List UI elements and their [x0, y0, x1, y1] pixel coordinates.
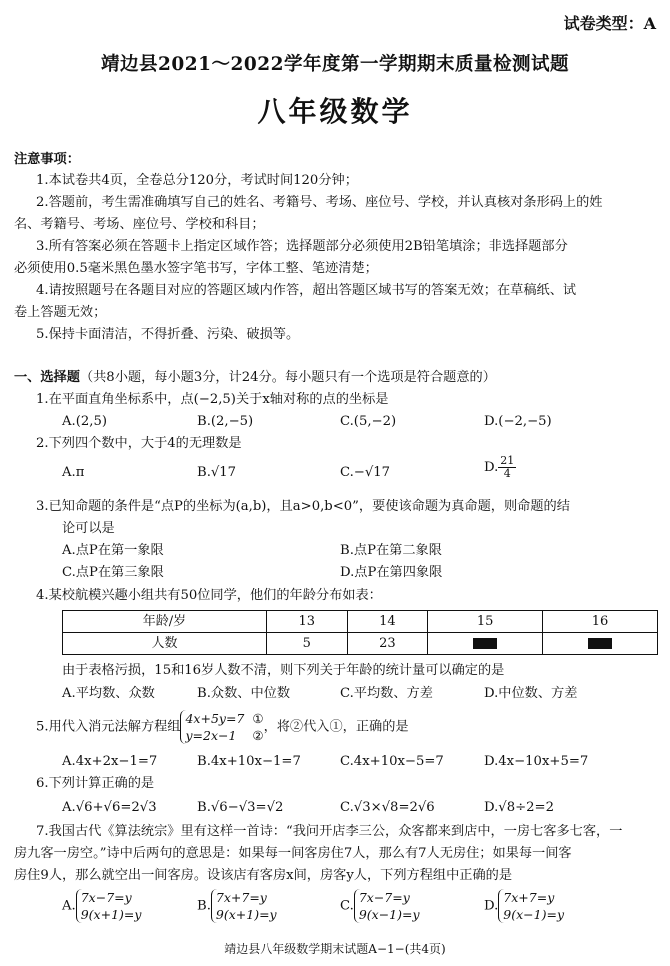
q1-option-d: D.(−2,−5): [484, 414, 552, 429]
question-7-stem: 7.我国古代《算法统宗》里有这样一首诗：“我问开店李三公，众客都来到店中，一房七客多七客，一: [36, 824, 623, 839]
option-label: D.: [484, 898, 499, 914]
table-header-cell: 年龄/岁: [63, 611, 267, 633]
q3-option-d: D.点P在第四象限: [340, 565, 443, 580]
fraction-numerator: 21: [500, 454, 515, 467]
q5-stem-prefix: 5.用代入消元法解方程组: [36, 719, 181, 735]
fraction-denominator: 4: [503, 467, 511, 480]
q4-option-c: C.平均数、方差: [340, 686, 433, 701]
q6-option-b: B.√6−√3=√2: [197, 800, 284, 815]
q5-stem-suffix: ，将②代入①，正确的是: [263, 719, 409, 735]
q2-option-d: [484, 455, 516, 480]
note-item: 1.本试卷共4页，全卷总分120分，考试时间120分钟；: [36, 173, 358, 188]
equation-2: 9(x−1)=y: [503, 907, 565, 922]
table-header-cell: 14: [347, 611, 428, 633]
age-table: [62, 610, 658, 655]
note-item: 2.答题前，考生需准确填写自己的姓名、考籍号、考场、座位号、学校，并认真核对条形码上的姓: [36, 195, 603, 210]
q3-option-b: B.点P在第二象限: [340, 543, 442, 558]
option-label: B.: [197, 898, 211, 914]
q7-option-d: [484, 889, 564, 923]
q2-option-b: B.√17: [197, 465, 237, 480]
equation-1: 7x+7=y: [215, 890, 267, 905]
q3-option-c: C.点P在第三象限: [62, 565, 164, 580]
equation-1: 7x−7=y: [358, 890, 410, 905]
table-cell: [543, 633, 658, 655]
q5-option-b: B.4x+10x−1=7: [197, 754, 301, 769]
q5-option-a: A.4x+2x−1=7: [62, 754, 158, 769]
section-desc: （共8小题，每小题3分，计24分。每小题只有一个选项是符合题意的）: [79, 370, 496, 385]
q4-option-b: B.众数、中位数: [197, 686, 291, 701]
equation-1: 4x+5y=7: [185, 711, 245, 726]
table-cell: [428, 633, 543, 655]
q5-option-c: C.4x+10x−5=7: [340, 754, 444, 769]
option-label: C.: [340, 898, 354, 914]
q7-option-a: [62, 889, 141, 923]
note-item: 卷上答题无效；: [14, 305, 107, 320]
note-item: 必须使用0.5毫米黑色墨水签字笔书写，字体工整、笔迹清楚；: [14, 261, 378, 276]
q4-option-a: A.平均数、众数: [62, 686, 155, 701]
option-label: A.: [62, 898, 76, 914]
subject-title: 八年级数学: [257, 95, 413, 128]
question-6-stem: 6.下列计算正确的是: [36, 776, 155, 791]
equation-2: 9(x−1)=y: [358, 907, 420, 922]
question-5-stem: [36, 710, 409, 744]
q7-option-c: [340, 889, 420, 923]
equation-1: 7x−7=y: [80, 890, 132, 905]
fraction: [498, 455, 516, 480]
table-header-cell: 16: [543, 611, 658, 633]
table-cell: 5: [266, 633, 347, 655]
table-cell: 23: [347, 633, 428, 655]
circle-mark-2: ②: [252, 728, 264, 743]
question-2-stem: 2.下列四个数中，大于4的无理数是: [36, 436, 242, 451]
q2-option-d-label: D.: [484, 460, 499, 475]
note-item: 3.所有答案必须在答题卡上指定区域作答；选择题部分必须使用2B铅笔填涂；非选择题部分: [36, 239, 568, 254]
note-item: 5.保持卡面清洁，不得折叠、污染、破损等。: [36, 327, 300, 342]
question-7-stem-cont: 房九客一房空。”诗中后两句的意思是：如果每一间客房住7人，那么有7人无房住；如果每一间客: [14, 846, 572, 861]
equation-system: [76, 889, 142, 923]
q7-option-b: [197, 889, 277, 923]
notes-heading: 注意事项：: [14, 152, 80, 167]
ink-blot: [473, 638, 497, 649]
page-footer: 靖边县八年级数学期末试题A−1−(共4页): [224, 942, 446, 956]
note-item: 4.请按照题号在各题目对应的答题区域内作答，超出答题区域书写的答案无效；在草稿纸、试: [36, 283, 577, 298]
q6-option-a: A.√6+√6=2√3: [62, 800, 157, 815]
q1-option-c: C.(5,−2): [340, 414, 397, 429]
table-row: [63, 633, 658, 655]
paper-type-label: 试卷类型：A: [563, 14, 656, 33]
question-7-stem-cont: 房住9人，那么就空出一间客房。设该店有客房x间，房客y人，下列方程组中正确的是: [14, 868, 513, 883]
q6-option-c: C.√3×√8=2√6: [340, 800, 435, 815]
equation-2: y=2x−1: [185, 728, 237, 743]
equation-system: [211, 889, 277, 923]
section-heading: [14, 368, 496, 387]
q5-option-d: D.4x−10x+5=7: [484, 754, 589, 769]
equation-line: [185, 710, 263, 727]
equation-line: [185, 727, 263, 744]
q3-option-a: A.点P在第一象限: [62, 543, 164, 558]
question-4-followup: 由于表格污损，15和16岁人数不清，则下列关于年龄的统计量可以确定的是: [62, 663, 505, 678]
table-header-cell: 13: [266, 611, 347, 633]
table-row: [63, 611, 658, 633]
question-4-stem: 4.某校航模兴趣小组共有50位同学，他们的年龄分布如表：: [36, 588, 382, 603]
q1-option-b: B.(2,−5): [197, 414, 254, 429]
equation-system: [354, 889, 420, 923]
equation-system: [180, 710, 263, 744]
note-item: 名、考籍号、考场、座位号、学校和科目；: [14, 217, 265, 232]
question-3-stem: 3.已知命题的条件是“点P的坐标为(a,b)，且a>0,b<0”，要使该命题为真命题，则命题的结: [36, 499, 570, 514]
circle-mark-1: ①: [252, 711, 264, 726]
table-cell: 人数: [63, 633, 267, 655]
question-1-stem: 1.在平面直角坐标系中，点(−2,5)关于x轴对称的点的坐标是: [36, 392, 389, 407]
question-3-stem-cont: 论可以是: [62, 521, 115, 536]
ink-blot: [588, 638, 612, 649]
q2-option-a: A.π: [62, 465, 85, 480]
q4-option-d: D.中位数、方差: [484, 686, 578, 701]
equation-2: 9(x+1)=y: [80, 907, 142, 922]
table-header-cell: 15: [428, 611, 543, 633]
exam-title: 靖边县2021～2022学年度第一学期期末质量检测试题: [101, 54, 569, 75]
q6-option-d: D.√8÷2=2: [484, 800, 554, 815]
equation-1: 7x+7=y: [503, 890, 555, 905]
q1-option-a: A.(2,5): [62, 414, 107, 429]
section-title: 一、选择题: [14, 370, 80, 385]
equation-2: 9(x+1)=y: [215, 907, 277, 922]
equation-system: [498, 889, 564, 923]
q2-option-c: C.−√17: [340, 465, 391, 480]
